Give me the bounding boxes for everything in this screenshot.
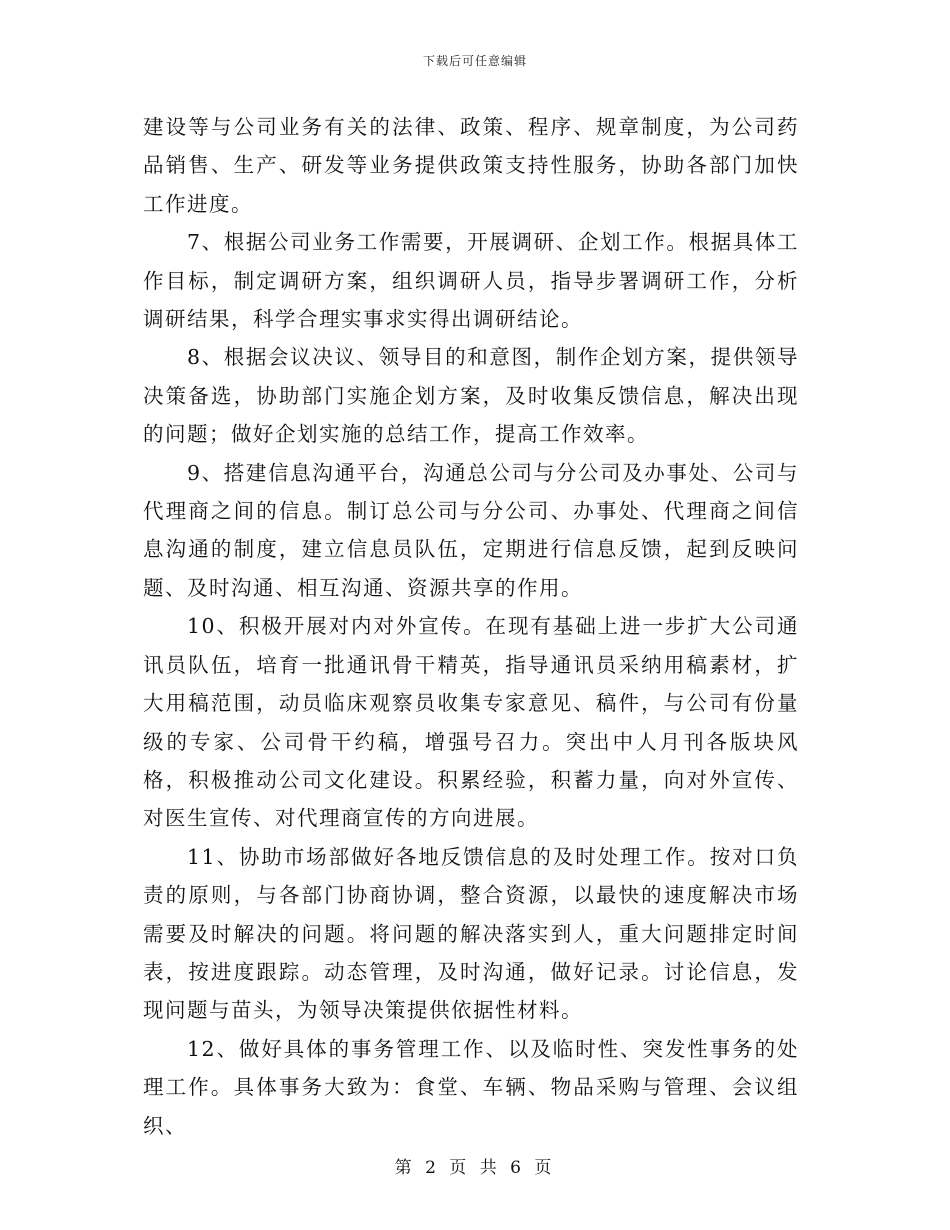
page-number-footer: 第 2 页 共 6 页	[394, 1158, 556, 1178]
paragraph-item-12: 12、做好具体的事务管理工作、以及临时性、突发性事务的处理工作。具体事务大致为：食堂、车辆、物品采购与管理、会议组织、	[143, 1036, 799, 1138]
document-body	[143, 108, 799, 1145]
paragraph-item-7: 7、根据公司业务工作需要，开展调研、企划工作。根据具体工作目标，制定调研方案，组织调研人员，指导步署调研工作，分析调研结果，科学合理实事求实得出调研结论。	[143, 230, 799, 332]
paragraph-item-10: 10、积极开展对内对外宣传。在现有基础上进一步扩大公司通讯员队伍，培育一批通讯骨干精英，指导通讯员采纳用稿素材，扩大用稿范围，动员临床观察员收集专家意见、稿件，与公司有份量级的专家、公司骨干约稿，增强号召力。突出中人月刊各版块风格，积极推动公司文化建设。积累经验，积蓄力量，向对外宣传、对医生宣传、对代理商宣传的方向进展。	[143, 614, 799, 831]
paragraph-item-8: 8、根据会议决议、领导目的和意图，制作企划方案，提供领导决策备选，协助部门实施企划方案，及时收集反馈信息，解决出现的问题；做好企划实施的总结工作，提高工作效率。	[143, 345, 799, 447]
paragraph-item-9: 9、搭建信息沟通平台，沟通总公司与分公司及办事处、公司与代理商之间的信息。制订总公司与分公司、办事处、代理商之间信息沟通的制度，建立信息员队伍，定期进行信息反馈，起到反映问题、及时沟通、相互沟通、资源共享的作用。	[143, 460, 799, 600]
paragraph-item-11: 11、协助市场部做好各地反馈信息的及时处理工作。按对口负责的原则，与各部门协商协调，整合资源，以最快的速度解决市场需要及时解决的问题。将问题的解决落实到人，重大问题排定时间表，按进度跟踪。动态管理，及时沟通，做好记录。讨论信息，发现问题与苗头，为领导决策提供依据性材料。	[143, 844, 799, 1023]
paragraph-continuation: 建设等与公司业务有关的法律、政策、程序、规章制度，为公司药品销售、生产、研发等业务提供政策支持性服务，协助各部门加快工作进度。	[143, 115, 799, 216]
page-header: 下载后可任意编辑	[422, 54, 527, 68]
